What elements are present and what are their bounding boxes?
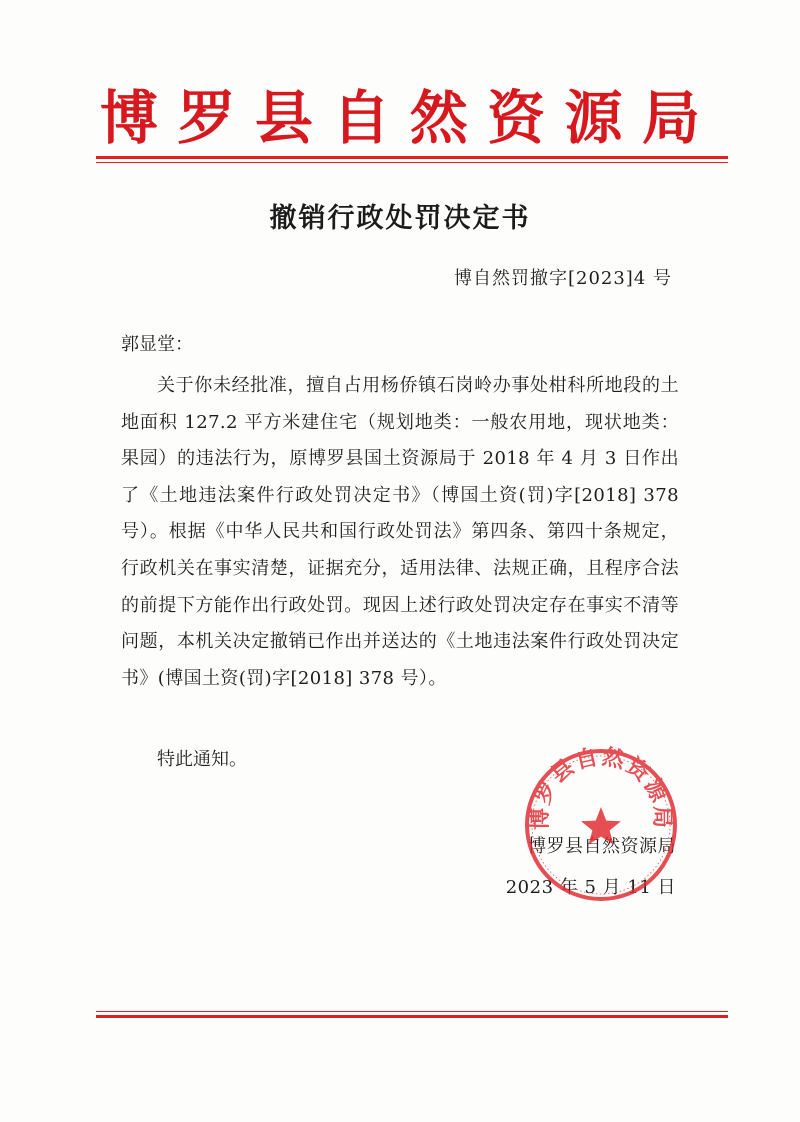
addressee: 郭显堂： [121, 334, 193, 355]
letterhead-char: 然 [409, 84, 468, 152]
agency-letterhead [100, 78, 700, 158]
footer-divider-thin [96, 1011, 728, 1012]
footer-divider-thick [96, 1015, 728, 1018]
letterhead-char: 县 [254, 84, 313, 152]
closing-line: 特此通知。 [157, 749, 247, 770]
body-paragraph: 关于你未经批准，擅自占用杨侨镇石岗岭办事处柑科所地段的土地面积 127.2 平方米建住宅（规划地类：一般农用地，现状地类：果园）的违法行为，原博罗县国土资源局于 2018 年 4 月 3 日作出了《土地违法案件行政处罚决定书》（博国土资(罚)字[2018] 378 号）。根据《中华人民共和国行政处罚法》第四条、第四十条规定，行政机关在事实清楚，证据充分，适用法律、法规正确，且程序合法的前提下方能作出行政处罚。现因上述行政处罚决定存在事实不清等问题，本机关决定撤销已作出并送达的《土地违法案件行政处罚决定书》(博国土资(罚)字[2018] 378 号）。 [121, 375, 679, 689]
header-divider-thick [96, 156, 728, 159]
letterhead-char: 源 [564, 84, 623, 152]
header-divider-thin [96, 162, 728, 163]
letterhead-char: 罗 [177, 84, 236, 152]
document-title: 撤销行政处罚决定书 [269, 203, 531, 234]
letterhead-char: 局 [641, 84, 700, 152]
letterhead-char: 自 [332, 84, 391, 152]
letterhead-char: 博 [100, 84, 159, 152]
letterhead-char: 资 [487, 84, 546, 152]
official-seal-icon [521, 745, 681, 905]
document-number: 博自然罚撤字[2023]4 号 [453, 268, 672, 289]
seal-text: 博罗县自然资源局 [527, 745, 675, 831]
signature-date: 2023 年 5 月 11 日 [505, 877, 676, 898]
signature-organization: 博罗县自然资源局 [528, 836, 676, 857]
